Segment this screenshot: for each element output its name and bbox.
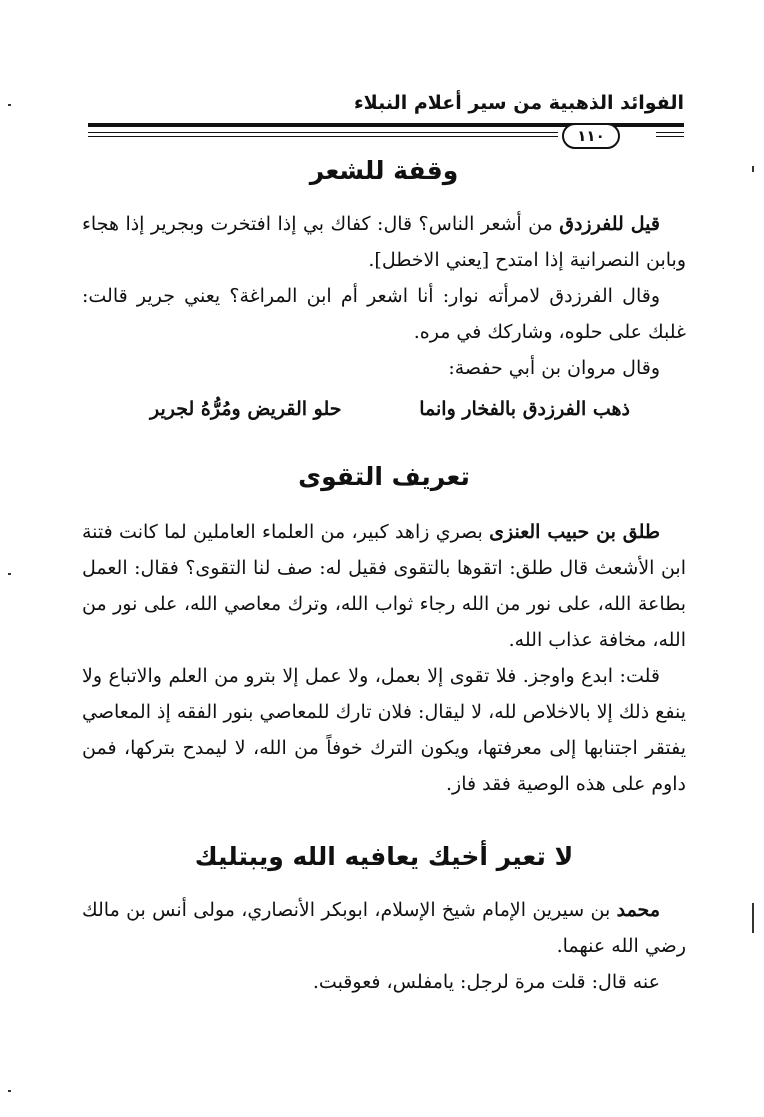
paragraph-lead: محمد bbox=[616, 899, 660, 921]
paragraph-text: عنه قال: قلت مرة لرجل: يامفلس، فعوقبت. bbox=[312, 971, 660, 993]
scan-mark bbox=[8, 573, 11, 575]
poem-right-hemistich: ذهب الفرزدق بالفخار وانما bbox=[419, 398, 630, 420]
header-double-rule-left bbox=[88, 132, 558, 137]
page-header bbox=[88, 92, 684, 145]
page-number: ١١٠ bbox=[562, 123, 620, 149]
poem-verse bbox=[150, 398, 630, 420]
section-heading-taqwa: تعريف التقوى bbox=[298, 462, 470, 491]
paragraph-text: بصري زاهد كبير، من العلماء العاملين لما كانت فتنة ابن الأشعث قال طلق: اتقوها بالتقوى فقيل له: صف لنا التقوى؟ فقال: العمل بطاعة الله، على نور من الله رجاء ثواب الله، وترك معاصي الله، على نور من الله، مخافة عذاب الله. bbox=[82, 521, 686, 651]
paragraph bbox=[82, 278, 686, 350]
paragraph bbox=[82, 964, 686, 1000]
poem-left-hemistich: حلو القريض ومُرُّهُ لجرير bbox=[150, 398, 342, 420]
scan-mark bbox=[752, 166, 754, 172]
paragraph-lead: قيل للفرزدق bbox=[559, 213, 661, 235]
section-body-taqwa bbox=[82, 514, 686, 802]
paragraph bbox=[82, 892, 686, 964]
running-title: الفوائد الذهبية من سير أعلام النبلاء bbox=[353, 92, 684, 114]
header-double-rule-right bbox=[656, 132, 684, 137]
scan-mark bbox=[752, 903, 754, 933]
scan-mark bbox=[8, 1090, 11, 1092]
section-body-reproach bbox=[82, 892, 686, 1000]
section-heading-reproach: لا تعير أخيك يعافيه الله ويبتليك bbox=[194, 842, 574, 871]
section-body-poetry bbox=[82, 206, 686, 386]
paragraph-text: من أشعر الناس؟ قال: كفاك بي إذا افتخرت وبجرير إذا هجاء وبابن النصرانية إذا امتدح [يعني الاخطل]. bbox=[82, 213, 686, 271]
paragraph bbox=[82, 350, 686, 386]
paragraph bbox=[82, 206, 686, 278]
paragraph bbox=[82, 658, 686, 802]
section-heading-poetry: وقفة للشعر bbox=[309, 156, 459, 185]
paragraph-text: قلت: ابدع واوجز. فلا تقوى إلا بعمل، ولا عمل إلا بترو من العلم والاتباع ولا ينفع ذلك إلا بالاخلاص لله، لا ليقال: فلان تارك للمعاصي بنور الفقه إذ المعاصي يفتقر اجتنابها إلى معرفتها، ويكون الترك خوفاً من الله، لا ليمدح بتركها، فمن داوم على هذه الوصية فقد فاز. bbox=[82, 665, 686, 795]
paragraph-text: بن سيرين الإمام شيخ الإسلام، ابوبكر الأنصاري، مولى أنس بن مالك رضي الله عنهما. bbox=[82, 899, 686, 957]
paragraph-lead: طلق بن حبيب العنزى bbox=[489, 521, 661, 543]
paragraph bbox=[82, 514, 686, 658]
paragraph-text: وقال الفرزدق لامرأته نوار: أنا اشعر أم ابن المراغة؟ يعني جرير قالت: غلبك على حلوه، وشاركك في مره. bbox=[82, 285, 686, 343]
scan-mark bbox=[8, 104, 11, 106]
paragraph-text: وقال مروان بن أبي حفصة: bbox=[448, 357, 660, 379]
